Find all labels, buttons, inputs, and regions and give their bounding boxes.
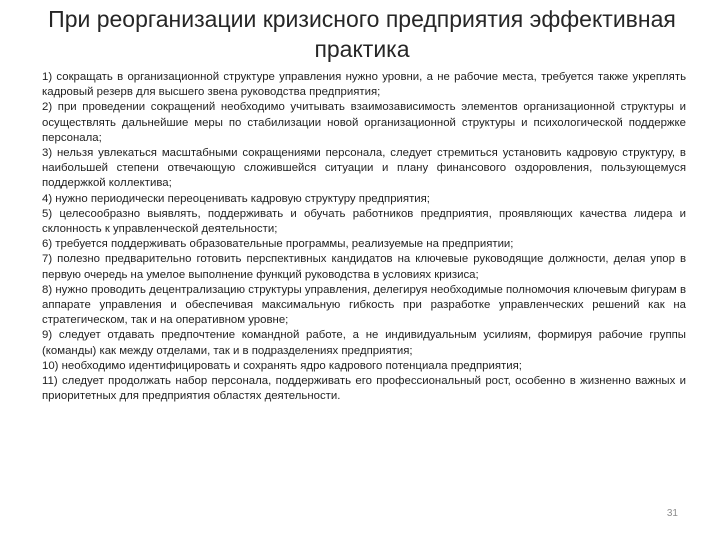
list-item: 3) нельзя увлекаться масштабными сокращениями персонала, следует стремиться установить кадровую структуру, в наибольшей степени отвечающую сложившейся ситуации и плану финансового оздоровления, пользующемуся поддержкой коллектива; — [42, 147, 686, 190]
practice-list — [42, 70, 686, 404]
list-item: 1) сокращать в организационной структуре управления нужно уровни, а не рабочие места, требуется также укреплять кадровый резерв для высшего звена руководства предприятия; — [42, 71, 686, 99]
list-item: 6) требуется поддерживать образовательные программы, реализуемые на предприятии; — [42, 238, 514, 251]
list-item: 10) необходимо идентифицировать и сохранять ядро кадрового потенциала предприятия; — [42, 359, 522, 372]
list-item: 5) целесообразно выявлять, поддерживать и обучать работников предприятия, проявляющих качества лидера и склонность к управленческой деятельности; — [42, 207, 686, 236]
slide-title: При реорганизации кризисного предприятия эффективная практика — [48, 6, 676, 62]
list-item: 8) нужно проводить децентрализацию структуры управления, делегируя необходимые полномочия ключевым фигурам в аппарате управления и обеспечивая максимальную гибкость при разработке управленческих решений как на стратегическом, так и на оперативном уровне; — [42, 283, 686, 327]
page-number: 31 — [666, 508, 678, 519]
list-item: 7) полезно предварительно готовить перспективных кандидатов на ключевые руководящие должности, делая упор в первую очередь на умелое выполнение функций руководства в условиях кризиса; — [42, 253, 686, 281]
list-item: 2) при проведении сокращений необходимо учитывать взаимозависимость элементов организационной структуры и осуществлять дальнейшие меры по стабилизации новой организационной структуры и психологической поддержке персонала; — [42, 101, 686, 144]
list-item: 9) следует отдавать предпочтение командной работе, а не индивидуальным усилиям, формируя рабочие группы (команды) как между отделами, так и в подразделениях предприятия; — [42, 329, 686, 357]
list-item: 11) следует продолжать набор персонала, поддерживать его профессиональный рост, особенно в жизненно важных и приоритетных для предприятия областях деятельности. — [42, 375, 686, 403]
list-item: 4) нужно периодически переоценивать кадровую структуру предприятия; — [42, 192, 430, 205]
